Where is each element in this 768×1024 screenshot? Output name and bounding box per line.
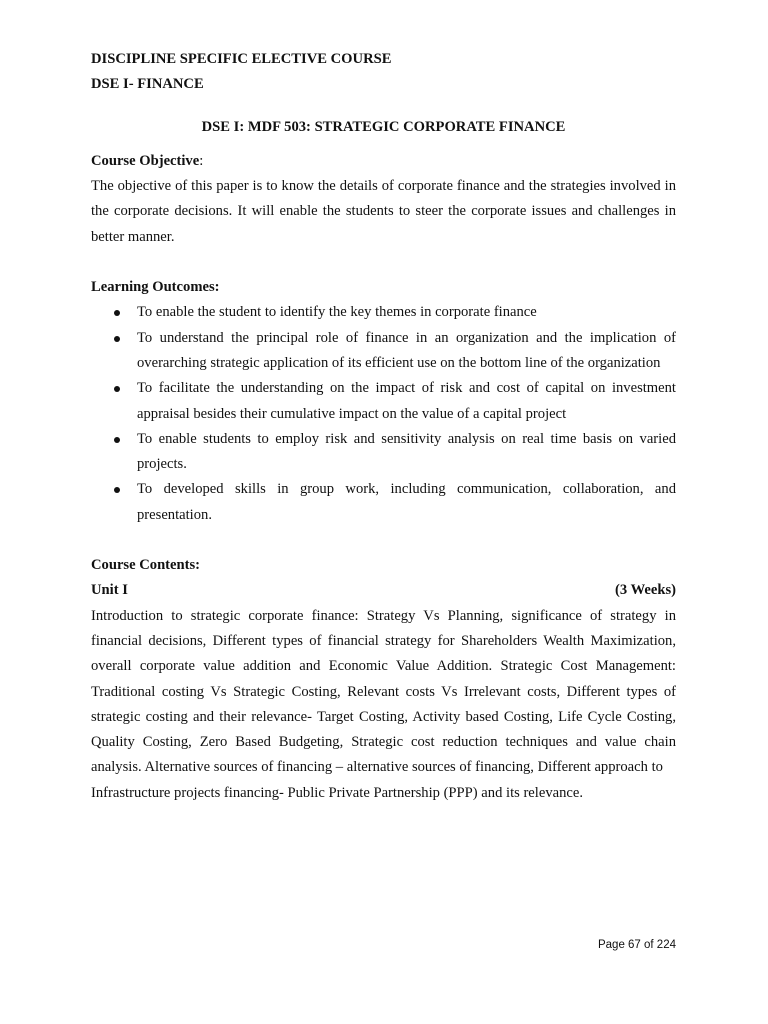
list-item	[91, 326, 676, 377]
unit-header	[91, 578, 676, 603]
spacer	[91, 528, 676, 553]
unit-duration: (3 Weeks)	[615, 582, 676, 599]
contents-heading: Course Contents:	[91, 557, 201, 574]
bullet-icon	[114, 336, 120, 342]
outcomes-list	[91, 300, 676, 528]
bullet-icon	[114, 437, 120, 443]
header-discipline: DISCIPLINE SPECIFIC ELECTIVE COURSE	[91, 51, 392, 67]
outcome-text: To enable students to employ risk and sensitivity analysis on real time basis on varied projects.	[137, 430, 676, 473]
list-item	[91, 427, 676, 478]
list-item	[91, 477, 676, 528]
outcome-text: To facilitate the understanding on the impact of risk and cost of capital on investment appraisal besides their cumulative impact on the value of a capital project	[137, 380, 676, 422]
bullet-icon	[114, 487, 120, 493]
spacer	[91, 250, 676, 275]
outcome-text: To enable the student to identify the key themes in corporate finance	[137, 304, 537, 321]
objective-heading: Course Objective	[91, 152, 200, 169]
list-item	[91, 300, 676, 325]
unit-text-last: Infrastructure projects financing- Public Private Partnership (PPP) and its relevance.	[91, 784, 583, 801]
unit-label: Unit I	[91, 582, 128, 599]
outcomes-heading: Learning Outcomes:	[91, 279, 220, 296]
document-page	[91, 47, 676, 806]
bullet-icon	[114, 386, 120, 392]
objective-colon: :	[199, 152, 204, 169]
list-item	[91, 376, 676, 427]
page-number: Page 67 of 224	[597, 939, 676, 951]
outcome-text: To developed skills in group work, including communication, collaboration, and presentation.	[137, 481, 676, 523]
header-dse: DSE I- FINANCE	[91, 76, 204, 93]
outcome-text: To understand the principal role of finance in an organization and the implication of overarching strategic application of its efficient use on the bottom line of the organization	[137, 329, 676, 371]
bullet-icon	[114, 310, 120, 316]
unit-text: Introduction to strategic corporate finance: Strategy Vs Planning, significance of strategy in financial decisions, Different types of financial strategy for Shareholders Wealth Maximization, overall corporate value addition and Economic Value Addition. Strategic Cost Management: Traditional costing Vs Strategic Costing, Relevant costs Vs Irrelevant costs, Different types of strategic costing and their relevance- Target Costing, Activity based Costing, Life Cycle Costing, Quality Costing, Zero Based Budgeting, Strategic cost reduction techniques and value chain analysis. Alternative sources of financing – alternative sources of financing, Different approach to	[91, 607, 676, 776]
objective-text: The objective of this paper is to know the details of corporate finance and the strategies involved in the corporate decisions. It will enable the students to steer the corporate issues and challenges in better manner.	[91, 178, 676, 245]
course-title: DSE I: MDF 503: STRATEGIC CORPORATE FINANCE	[201, 118, 566, 135]
objective-heading-line	[91, 149, 676, 174]
